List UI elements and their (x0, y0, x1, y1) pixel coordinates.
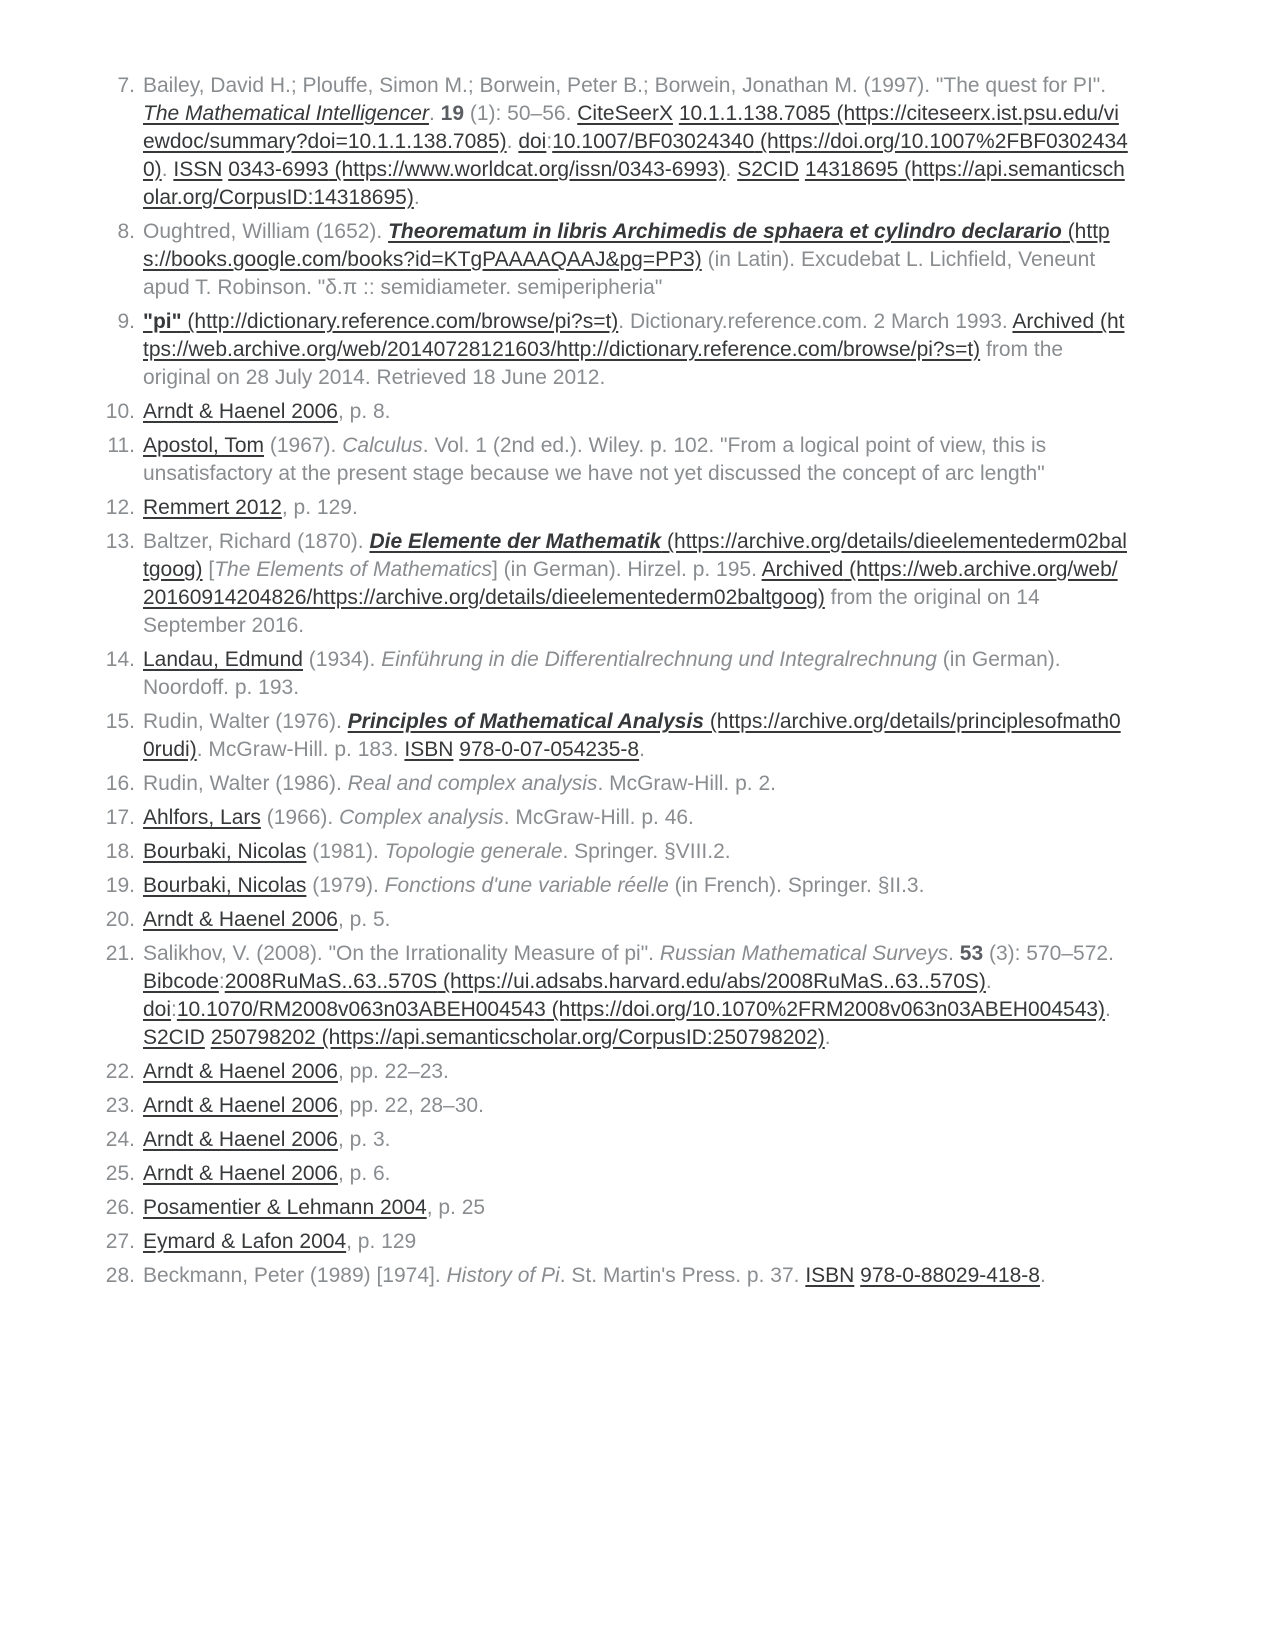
reference-number: 11. (107, 434, 135, 457)
reference-link[interactable]: "pi" (143, 310, 182, 333)
reference-content (143, 398, 1128, 426)
reference-link[interactable]: (https://api.semanticscholar.org/CorpusID:250798202) (315, 1026, 825, 1049)
reference-text: . St. Martin's Press. p. 37. (559, 1264, 806, 1287)
reference-text: (in French). Springer. §II.3. (668, 874, 925, 897)
reference-item (0, 432, 1275, 488)
reference-link[interactable]: Bourbaki, Nicolas (143, 840, 307, 863)
reference-text: Beckmann, Peter (1989) [1974]. (143, 1264, 447, 1287)
reference-link[interactable]: 10.1070/RM2008v063n03ABEH004543 (176, 998, 546, 1021)
reference-text: Russian Mathematical Surveys (659, 942, 949, 965)
reference-text: (1981). (306, 840, 385, 863)
reference-number: 20. (105, 908, 135, 931)
reference-item (0, 940, 1275, 1052)
reference-number: 25. (105, 1162, 135, 1185)
reference-text: (1966). (260, 806, 340, 829)
reference-text: . McGraw-Hill. p. 183. (196, 738, 405, 761)
reference-link[interactable]: 250798202 (210, 1026, 316, 1049)
reference-content (143, 1194, 1128, 1222)
reference-link[interactable]: ISBN (404, 738, 454, 761)
reference-link[interactable]: 10.1007/BF03024340 (552, 130, 755, 153)
reference-link[interactable]: Arndt & Haenel 2006 (143, 400, 338, 423)
reference-number: 28. (105, 1264, 135, 1287)
reference-link[interactable]: (https://archive.org/details/principlesofmath00rudi) (143, 710, 1121, 761)
reference-text: Rudin, Walter (1976). (143, 710, 348, 733)
reference-text: . (639, 738, 645, 761)
reference-item (0, 528, 1275, 640)
reference-link[interactable]: (https://www.worldcat.org/issn/0343-6993) (328, 158, 726, 181)
reference-item (0, 646, 1275, 702)
reference-text: . (725, 158, 738, 181)
reference-text: (1): 50–56. (464, 102, 578, 125)
reference-text: . (948, 942, 960, 965)
reference-text: ] (in German). Hirzel. p. 195. (492, 558, 762, 581)
reference-text: [ (202, 558, 215, 581)
reference-content (143, 838, 1128, 866)
reference-link[interactable]: (https://citeseerx.ist.psu.edu/viewdoc/summary?doi=10.1.1.138.7085) (143, 102, 1119, 153)
reference-link[interactable]: CiteSeerX (577, 102, 673, 125)
reference-text: (1934). (302, 648, 382, 671)
reference-text: 53 (959, 942, 984, 965)
reference-content (143, 1262, 1128, 1290)
reference-text: Bailey, David H.; Plouffe, Simon M.; Borwein, Peter B.; Borwein, Jonathan M. (1997). "The quest for PI". (143, 74, 1107, 97)
reference-text: from the original on 14 September 2016. (143, 586, 1040, 637)
reference-link[interactable]: Arndt & Haenel 2006 (143, 908, 338, 931)
reference-text: , p. 8. (337, 400, 391, 423)
reference-text: . (824, 1026, 831, 1049)
reference-link[interactable]: The Mathematical Intelligencer (143, 102, 429, 125)
reference-text: , p. 5. (337, 908, 391, 931)
reference-item (0, 708, 1275, 764)
reference-content (143, 528, 1128, 640)
reference-item (0, 838, 1275, 866)
reference-link[interactable]: S2CID (143, 1026, 205, 1049)
reference-text: Salikhov, V. (2008). "On the Irrationality Measure of pi". (143, 942, 660, 965)
reference-content (143, 72, 1128, 212)
reference-link[interactable]: Remmert 2012 (143, 496, 282, 519)
reference-text: Baltzer, Richard (1870). (143, 530, 370, 553)
reference-number: 26. (105, 1196, 135, 1219)
reference-item (0, 218, 1275, 302)
reference-text: The Elements of Mathematics (214, 558, 492, 581)
reference-number: 23. (105, 1094, 135, 1117)
reference-link[interactable]: S2CID (737, 158, 800, 181)
reference-link[interactable]: 10.1.1.138.7085 (678, 102, 831, 125)
reference-content (143, 1058, 1128, 1086)
reference-text: Rudin, Walter (1986). (143, 772, 348, 795)
reference-text: . (1039, 1264, 1046, 1287)
reference-text: . McGraw-Hill. p. 46. (503, 806, 694, 829)
reference-list (0, 72, 1275, 1290)
reference-text: Real and complex analysis (347, 772, 598, 795)
reference-number: 12. (105, 496, 135, 519)
reference-text: Topologie generale (384, 840, 563, 863)
reference-link[interactable]: (https://web.archive.org/web/20140728121603/http://dictionary.reference.com/browse/pi?s=t) (143, 310, 1125, 361)
reference-text: from the original on 28 July 2014. Retrieved 18 June 2012. (143, 338, 1064, 389)
reference-text: . Vol. 1 (2nd ed.). Wiley. p. 102. "From a logical point of view, this is unsatisfactory at the present stage because we have not yet discussed the concept of arc length" (143, 434, 1047, 485)
reference-item (0, 308, 1275, 392)
reference-link[interactable]: (https://api.semanticscholar.org/CorpusID:14318695) (143, 158, 1125, 209)
reference-text: : (546, 130, 553, 153)
reference-link[interactable]: (https://web.archive.org/web/20160914204826/https://archive.org/details/dieelementederm02baltgoog) (143, 558, 1118, 609)
reference-text: . (985, 970, 992, 993)
reference-text: , p. 25 (426, 1196, 486, 1219)
reference-link[interactable]: ISBN (805, 1264, 855, 1287)
reference-text: . (413, 186, 420, 209)
reference-link[interactable]: 978-0-88029-418-8 (860, 1264, 1040, 1287)
reference-item (0, 494, 1275, 522)
reference-link[interactable]: Posamentier & Lehmann 2004 (143, 1196, 427, 1219)
reference-link[interactable]: 0343-6993 (228, 158, 329, 181)
reference-link[interactable]: Die Elemente der Mathematik (369, 530, 662, 553)
reference-item (0, 1194, 1275, 1222)
reference-link[interactable]: (https://doi.org/10.1007%2FBF03024340) (143, 130, 1128, 181)
reference-text: 19 (440, 102, 465, 125)
reference-number: 21. (105, 942, 135, 965)
reference-content (143, 218, 1128, 302)
reference-text: . (506, 130, 519, 153)
reference-text: . (1105, 998, 1111, 1021)
reference-content (143, 770, 1128, 798)
reference-link[interactable]: doi (518, 130, 547, 153)
reference-item (0, 1092, 1275, 1120)
reference-text: , pp. 22, 28–30. (337, 1094, 484, 1117)
reference-item (0, 906, 1275, 934)
reference-number: 16. (105, 772, 135, 795)
reference-link[interactable]: (https://doi.org/10.1070%2FRM2008v063n03ABEH004543) (545, 998, 1106, 1021)
reference-item (0, 1126, 1275, 1154)
reference-text: (in Latin). Excudebat L. Lichfield, Veneunt apud T. Robinson. "δ.π :: semidiameter. semiperipheria" (143, 248, 1096, 299)
reference-item (0, 1262, 1275, 1290)
reference-text: Calculus (342, 434, 423, 457)
reference-text: (1967). (264, 434, 343, 457)
reference-item (0, 72, 1275, 212)
reference-content (143, 646, 1128, 702)
reference-text: Einführung in die Differentialrechnung und Integralrechnung (381, 648, 937, 671)
reference-number: 9. (117, 310, 135, 333)
reference-text: , p. 3. (337, 1128, 391, 1151)
reference-content (143, 1092, 1128, 1120)
reference-content (143, 804, 1128, 832)
reference-content (143, 940, 1128, 1052)
reference-number: 24. (105, 1128, 135, 1151)
reference-number: 19. (105, 874, 135, 897)
reference-text: (1979). (306, 874, 385, 897)
reference-number: 27. (105, 1230, 135, 1253)
reference-text: (in German). Noordoff. p. 193. (143, 648, 1061, 699)
reference-content (143, 1126, 1128, 1154)
reference-number: 17. (105, 806, 135, 829)
reference-text: . (161, 158, 174, 181)
reference-content (143, 308, 1128, 392)
reference-link[interactable]: Eymard & Lafon 2004 (143, 1230, 347, 1253)
reference-item (0, 1160, 1275, 1188)
reference-text: Complex analysis (339, 806, 504, 829)
reference-text: , p. 129. (281, 496, 358, 519)
reference-content (143, 708, 1128, 764)
reference-link[interactable]: 2008RuMaS..63..570S (224, 970, 438, 993)
reference-link[interactable]: Landau, Edmund (143, 648, 303, 671)
reference-text: , p. 6. (337, 1162, 391, 1185)
reference-text: , pp. 22–23. (337, 1060, 449, 1083)
reference-link[interactable]: (https://archive.org/details/dieelementederm02baltgoog) (143, 530, 1127, 581)
reference-link[interactable]: Apostol, Tom (143, 434, 265, 457)
reference-number: 8. (117, 220, 135, 243)
reference-text: History of Pi (446, 1264, 560, 1287)
reference-link[interactable]: (https://ui.adsabs.harvard.edu/abs/2008RuMaS..63..570S) (437, 970, 986, 993)
reference-item (0, 1228, 1275, 1256)
reference-text: Fonctions d'une variable réelle (384, 874, 669, 897)
reference-item (0, 398, 1275, 426)
reference-link[interactable]: Arndt & Haenel 2006 (143, 1162, 338, 1185)
reference-text: . Dictionary.reference.com. 2 March 1993. (618, 310, 1013, 333)
reference-number: 7. (117, 74, 135, 97)
reference-link[interactable]: 14318695 (804, 158, 899, 181)
reference-item (0, 1058, 1275, 1086)
reference-number: 15. (105, 710, 135, 733)
reference-text: . Springer. §VIII.2. (562, 840, 731, 863)
reference-link[interactable]: Bourbaki, Nicolas (143, 874, 307, 897)
reference-text: . McGraw-Hill. p. 2. (597, 772, 776, 795)
reference-link[interactable]: Archived (761, 558, 844, 581)
reference-text: , p. 129 (346, 1230, 417, 1253)
reference-number: 10. (105, 400, 135, 423)
reference-content (143, 1228, 1128, 1256)
reference-link[interactable]: Archived (1012, 310, 1095, 333)
reference-link[interactable]: doi (143, 998, 172, 1021)
reference-content (143, 1160, 1128, 1188)
reference-text: : (218, 970, 225, 993)
reference-content (143, 494, 1128, 522)
reference-number: 22. (105, 1060, 135, 1083)
reference-link[interactable]: 978-0-07-054235-8 (459, 738, 640, 761)
reference-text: (3): 570–572. (983, 942, 1114, 965)
reference-link[interactable]: Theorematum in libris Archimedis de sphaera et cylindro declarario (388, 220, 1062, 243)
reference-link[interactable]: ISSN (173, 158, 223, 181)
reference-link[interactable]: Arndt & Haenel 2006 (143, 1094, 338, 1117)
reference-item (0, 770, 1275, 798)
reference-link[interactable]: Arndt & Haenel 2006 (143, 1128, 338, 1151)
reference-text: Oughtred, William (1652). (143, 220, 389, 243)
reference-content (143, 906, 1128, 934)
reference-item (0, 872, 1275, 900)
reference-text: . (428, 102, 441, 125)
reference-link[interactable]: Arndt & Haenel 2006 (143, 1060, 338, 1083)
reference-content (143, 872, 1128, 900)
reference-link[interactable]: Principles of Mathematical Analysis (347, 710, 704, 733)
reference-link[interactable]: Bibcode (143, 970, 219, 993)
reference-text: : (171, 998, 177, 1021)
reference-content (143, 432, 1128, 488)
reference-link[interactable]: Ahlfors, Lars (143, 806, 261, 829)
reference-number: 13. (105, 530, 135, 553)
reference-number: 14. (105, 648, 135, 671)
reference-link[interactable]: (https://books.google.com/books?id=KTgPAAAAQAAJ&pg=PP3) (143, 220, 1110, 271)
reference-number: 18. (105, 840, 135, 863)
reference-item (0, 804, 1275, 832)
reference-link[interactable]: (http://dictionary.reference.com/browse/pi?s=t) (181, 310, 619, 333)
